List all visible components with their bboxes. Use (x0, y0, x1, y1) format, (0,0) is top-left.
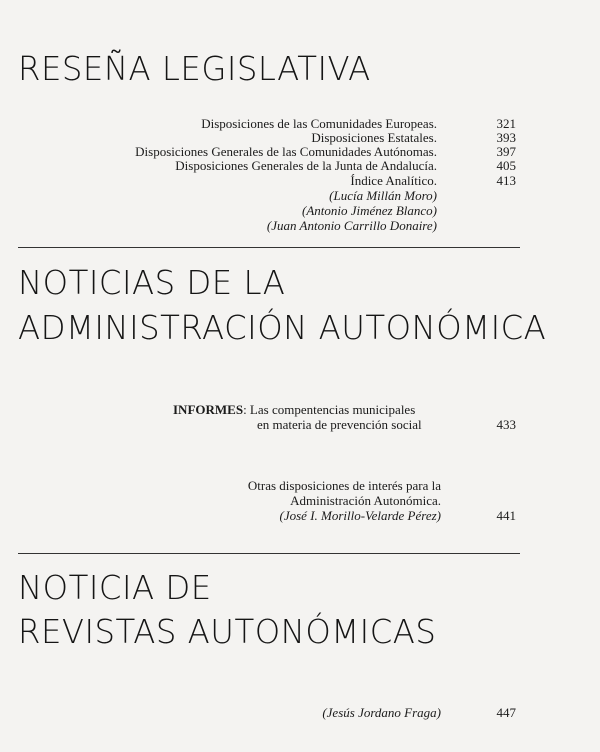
page-number: 321 (496, 116, 516, 131)
page-number: 441 (496, 508, 516, 523)
list-item: Disposiciones Generales de la Junta de Andalucía. (175, 158, 437, 173)
list-item: Otras disposiciones de interés para la (247, 478, 441, 493)
section-title-noticias-line2: ADMINISTRACIÓN AUTONÓMICA (18, 308, 547, 347)
section-title-revistas-line1: NOTICIA DE (18, 568, 212, 607)
list-item: Índice Analítico. (350, 173, 437, 188)
informes-label: INFORMES (173, 402, 244, 417)
informes-title-cont: en materia de prevención social (257, 417, 422, 432)
list-item: Disposiciones Generales de las Comunidades Autónomas. (135, 144, 437, 159)
section-title-noticias-line1: NOTICIAS DE LA (18, 263, 286, 302)
list-item: Administración Autonómica. (290, 493, 441, 508)
page-number: 397 (496, 144, 516, 159)
page-number: 393 (496, 130, 516, 145)
section-divider (18, 553, 520, 554)
section-title-revistas-line2: REVISTAS AUTONÓMICAS (18, 612, 437, 651)
informes-entry (173, 403, 415, 417)
page-number: 413 (496, 173, 516, 188)
section-title-resena: RESEÑA LEGISLATIVA (18, 49, 371, 88)
author-name: (Antonio Jiménez Blanco) (301, 203, 437, 218)
informes-title: : Las compentencias municipales (243, 402, 416, 417)
author-name: (Jesús Jordano Fraga) (322, 705, 441, 720)
page-number: 447 (496, 705, 516, 720)
section-divider (18, 247, 520, 248)
page-number: 433 (496, 417, 516, 432)
author-name: (Juan Antonio Carrillo Donaire) (266, 218, 437, 233)
list-item: Disposiciones de las Comunidades Europeas. (201, 116, 437, 131)
author-name: (Lucía Millán Moro) (329, 188, 437, 203)
author-name: (José I. Morillo-Velarde Pérez) (279, 508, 441, 523)
list-item: Disposiciones Estatales. (311, 130, 437, 145)
page-number: 405 (496, 158, 516, 173)
